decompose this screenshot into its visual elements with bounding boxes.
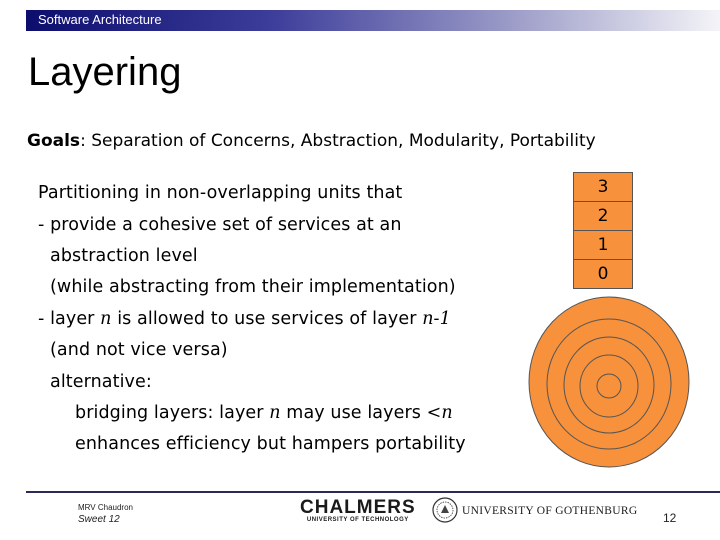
concentric-layers-diagram [528,296,690,468]
layer-cell: 0 [597,264,609,284]
layer-cell: 3 [574,173,632,202]
chalmers-wordmark: CHALMERS [300,497,416,518]
body-line-3: abstraction level [50,246,198,266]
layer-cell: 1 [574,231,632,260]
body-line-2: - provide a cohesive set of services at an [38,215,402,235]
body-line-6: (and not vice versa) [50,340,228,360]
chalmers-logo [300,499,416,523]
gothenburg-wordmark: UNIVERSITY OF GOTHENBURG [462,505,638,517]
body-line-9: enhances efficiency but hampers portability [75,434,466,454]
layer-stack-diagram [573,172,633,289]
body-line-5-a: - layer [38,309,101,329]
body-line-5 [38,309,451,329]
layer-cell: 2 [574,202,632,231]
goals-label: Goals [27,131,81,151]
goals-line [27,131,596,151]
chalmers-subtitle: UNIVERSITY OF TECHNOLOGY [306,517,409,523]
goals-text: : Separation of Concerns, Abstraction, Modularity, Portability [80,131,596,151]
course-header: Software Architecture [38,12,162,27]
body-line-8 [75,403,453,423]
slide-title: Layering [28,50,182,94]
body-line-1: Partitioning in non-overlapping units that [38,183,403,203]
body-line-7: alternative: [50,372,152,392]
ring-outer [529,297,689,467]
footer-divider [26,491,720,493]
body-line-8-a: bridging layers: layer [75,403,270,423]
body-line-8-n: n [269,403,281,423]
footer-course: Sweet 12 [78,514,120,525]
gothenburg-seal-icon [432,497,458,523]
body-line-5-b: is allowed to use services of layer [111,309,423,329]
body-line-8-c: <n [426,403,453,423]
body-line-8-b: may use layers [280,403,427,423]
page-number: 12 [663,511,677,525]
body-line-5-c: n-1 [422,309,451,329]
body-line-4: (while abstracting from their implementation) [50,277,456,297]
footer-author: MRV Chaudron [78,503,133,512]
body-line-5-n: n [100,309,112,329]
